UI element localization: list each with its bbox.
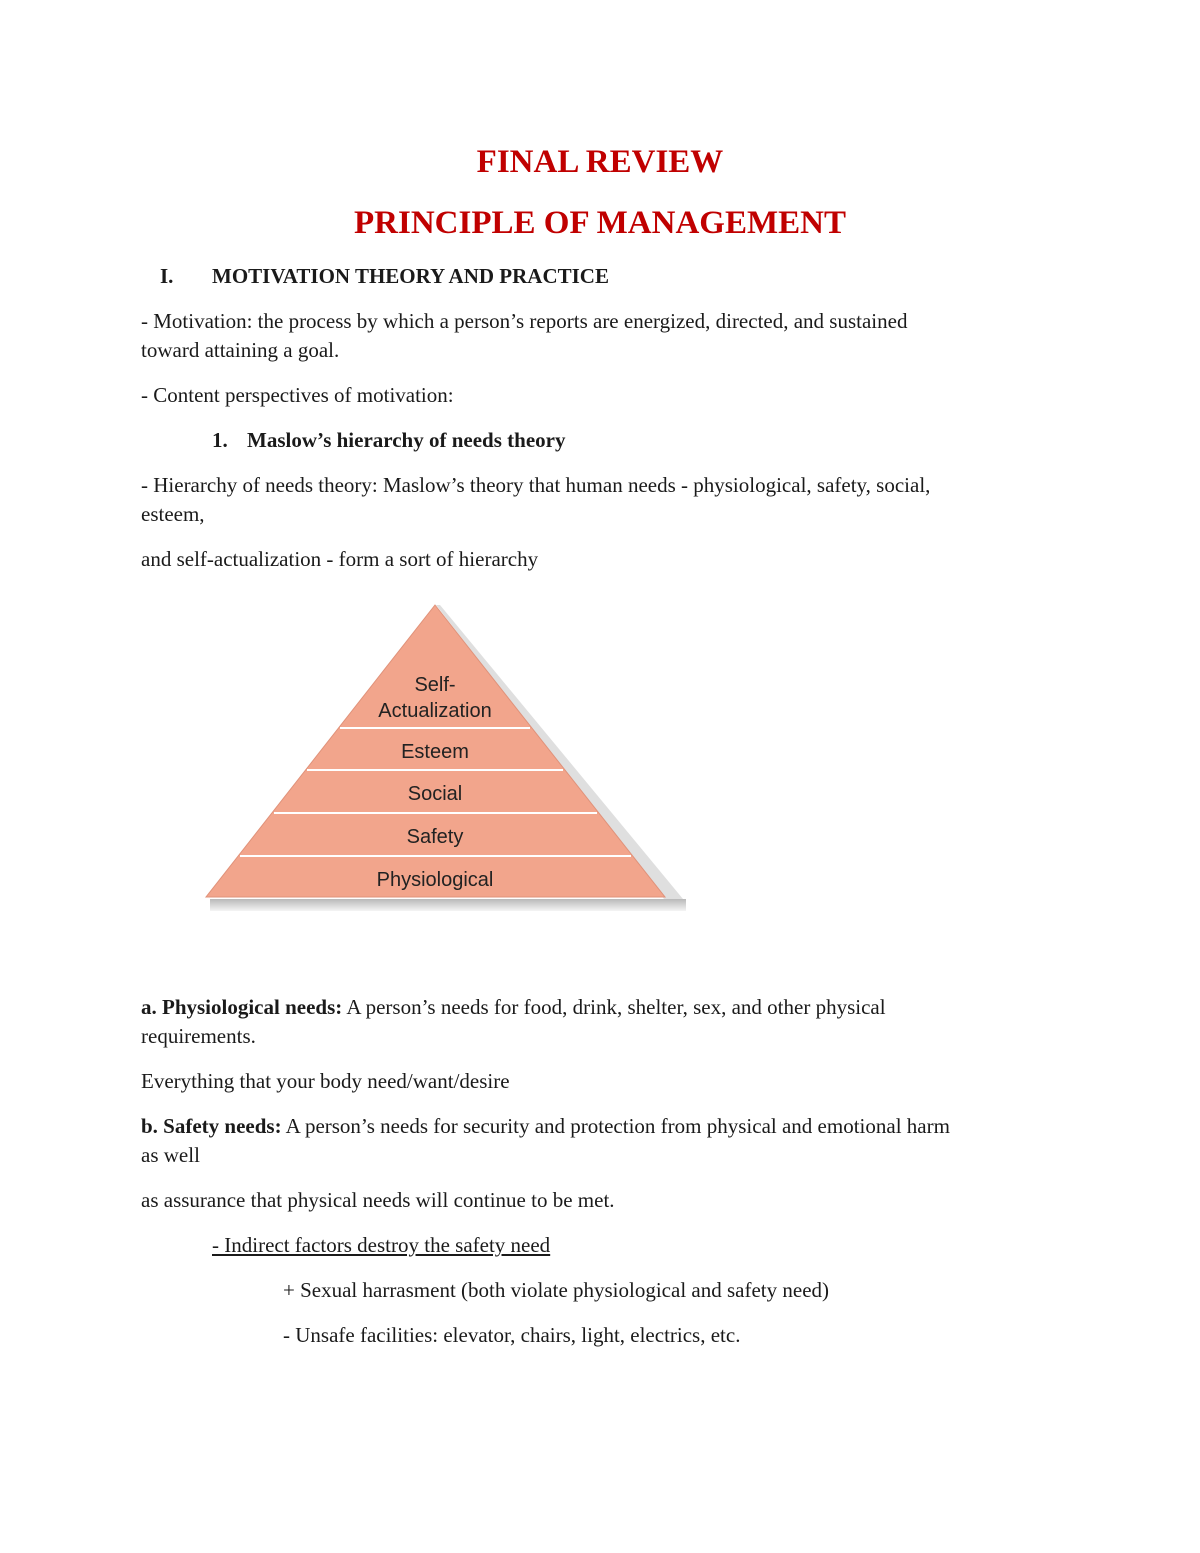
maslow-pyramid-figure: [190, 595, 700, 925]
hierarchy-definition-line1: - Hierarchy of needs theory: Maslow’s theory that human needs - physiological, safety, social,: [141, 473, 931, 497]
subsection-number: 1.: [212, 428, 228, 452]
document-subtitle: PRINCIPLE OF MANAGEMENT: [354, 205, 846, 241]
document-title: FINAL REVIEW: [476, 144, 724, 180]
pyramid-level-self-actualization-line1: Self-: [414, 674, 456, 696]
item-b-line1: [141, 1112, 950, 1140]
motivation-definition-line2: toward attaining a goal.: [141, 338, 340, 362]
item-a-text: A person’s needs for food, drink, shelter, sex, and other physical: [342, 995, 886, 1019]
pyramid-level-social: Social: [407, 783, 463, 805]
subsection-heading: Maslow’s hierarchy of needs theory: [247, 428, 566, 452]
item-a-line2: requirements.: [141, 1024, 256, 1048]
item-a-label: a. Physiological needs:: [141, 995, 343, 1019]
content-perspectives-text: - Content perspectives of motivation:: [141, 383, 454, 407]
factor-sexual-harrasment: + Sexual harrasment (both violate physiological and safety need): [283, 1278, 830, 1302]
hierarchy-definition-line2: esteem,: [141, 502, 205, 526]
pyramid-base-shadow: [210, 899, 686, 911]
motivation-definition-line1: - Motivation: the process by which a person’s reports are energized, directed, and sustained: [141, 309, 908, 333]
pyramid-level-self-actualization-line2: Actualization: [378, 700, 492, 722]
pyramid-level-physiological: Physiological: [376, 869, 494, 891]
hierarchy-definition-line3: and self-actualization - form a sort of hierarchy: [141, 547, 539, 571]
item-b-line2: as well: [141, 1143, 200, 1167]
section-heading: MOTIVATION THEORY AND PRACTICE: [212, 264, 609, 288]
factor-unsafe-facilities: - Unsafe facilities: elevator, chairs, light, electrics, etc.: [283, 1323, 741, 1347]
pyramid-level-safety: Safety: [406, 826, 464, 848]
item-a-note: Everything that your body need/want/desire: [141, 1069, 510, 1093]
pyramid-level-esteem: Esteem: [401, 741, 469, 763]
item-b-line3: as assurance that physical needs will continue to be met.: [141, 1188, 615, 1212]
item-a-line1: [141, 993, 886, 1021]
item-b-text: A person’s needs for security and protection from physical and emotional harm: [281, 1114, 950, 1138]
section-numeral: I.: [160, 264, 174, 288]
indirect-factors-heading: - Indirect factors destroy the safety need: [212, 1233, 551, 1257]
item-b-label: b. Safety needs:: [141, 1114, 282, 1138]
